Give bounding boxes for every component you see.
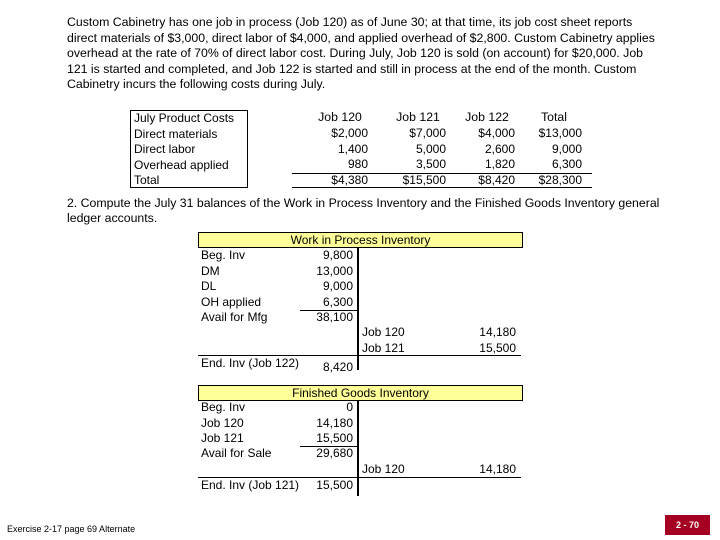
question-2: 2. Compute the July 31 balances of the Work in Process Inventory and the Finished Goods Inventory general ledger accounts.: [67, 196, 660, 225]
exercise-reference: Exercise 2-17 page 69 Alternate: [7, 524, 136, 534]
wip-credit-value: 15,500: [479, 340, 516, 355]
fg-title: Finished Goods Inventory: [198, 385, 523, 401]
cost-cell: $28,300: [538, 172, 582, 187]
fg-credit-value: 14,180: [479, 462, 516, 476]
cost-cell: 2,600: [484, 141, 515, 156]
cost-row-label: Direct materials: [134, 126, 218, 141]
cost-row-label: Overhead applied: [134, 157, 229, 172]
cost-cell: 9,000: [551, 141, 582, 156]
wip-credit-label: Job 120: [362, 325, 405, 339]
wip-debit-value: 6,300: [322, 294, 353, 309]
column-header: Job 120: [318, 110, 362, 124]
slide-number: 2 - 70: [665, 515, 710, 535]
cost-row-label: Direct labor: [134, 142, 196, 156]
wip-credit-label: Job 121: [362, 340, 405, 355]
cost-cell: 5,000: [415, 141, 446, 156]
wip-debit-value: 38,100: [316, 310, 353, 324]
cost-cell: $13,000: [538, 126, 582, 140]
cost-cell: $2,000: [331, 126, 368, 140]
cost-cell: 1,820: [484, 157, 515, 171]
fg-debit-value: 14,180: [316, 415, 353, 430]
column-header: Job 121: [396, 110, 440, 124]
wip-credit-value: 14,180: [479, 325, 516, 339]
fg-debit-label: Job 120: [201, 415, 244, 430]
wip-debit-label: OH applied: [201, 294, 262, 309]
wip-debit-value: 9,000: [322, 279, 353, 293]
cost-cell: 980: [347, 157, 368, 171]
cost-header-label: July Product Costs: [134, 111, 235, 125]
wip-ending-label: End. Inv (Job 122): [201, 356, 300, 370]
fg-debit-label: Avail for Sale: [201, 446, 272, 460]
cost-cell: 1,400: [337, 141, 368, 156]
wip-debit-value: 9,800: [322, 248, 353, 262]
column-header: Total: [541, 110, 567, 124]
wip-debit-label: DM: [201, 263, 220, 278]
fg-debit-value: 29,680: [316, 446, 353, 460]
cost-cell: $15,500: [402, 172, 446, 187]
cost-cell: $7,000: [409, 126, 446, 140]
wip-debit-label: Avail for Mfg: [201, 310, 268, 324]
fg-credit-label: Job 120: [362, 462, 405, 476]
wip-title: Work in Process Inventory: [198, 232, 523, 248]
cost-cell: 3,500: [415, 157, 446, 171]
fg-debit-label: Job 121: [201, 431, 244, 445]
fg-center-line: [357, 400, 359, 496]
fg-debit-value: 0: [346, 400, 353, 414]
cost-cell: $4,380: [331, 172, 368, 187]
wip-debit-label: DL: [201, 279, 217, 293]
wip-debit-value: 13,000: [316, 263, 353, 278]
cost-row-label: Total: [134, 173, 160, 187]
cost-cell: $4,000: [478, 126, 515, 140]
wip-ending-value: 8,420: [322, 360, 353, 374]
fg-debit-value: 15,500: [316, 431, 353, 445]
fg-ending-value: 15,500: [316, 478, 353, 492]
cost-cell: $8,420: [478, 172, 515, 187]
fg-ending-label: End. Inv (Job 121): [201, 478, 300, 492]
cost-cell: 6,300: [551, 157, 582, 171]
problem-text: Custom Cabinetry has one job in process (Job 120) as of June 30; at that time, its job cost sheet reports direct materials of $3,000, direct labor of $4,000, and applied overhead of $2,800. Custom Cabinetry applies overhead at the rate of 70% of direct labor cost. During July, Job 120 is sold (on account) for $20,000. Job 121 is started and completed, and Job 122 is started and still in process at the end of the month. Custom Cabinetry incurs the following costs during July.: [67, 15, 655, 91]
wip-debit-label: Beg. Inv: [201, 248, 246, 262]
fg-debit-label: Beg. Inv: [201, 400, 246, 414]
column-header: Job 122: [465, 110, 509, 124]
